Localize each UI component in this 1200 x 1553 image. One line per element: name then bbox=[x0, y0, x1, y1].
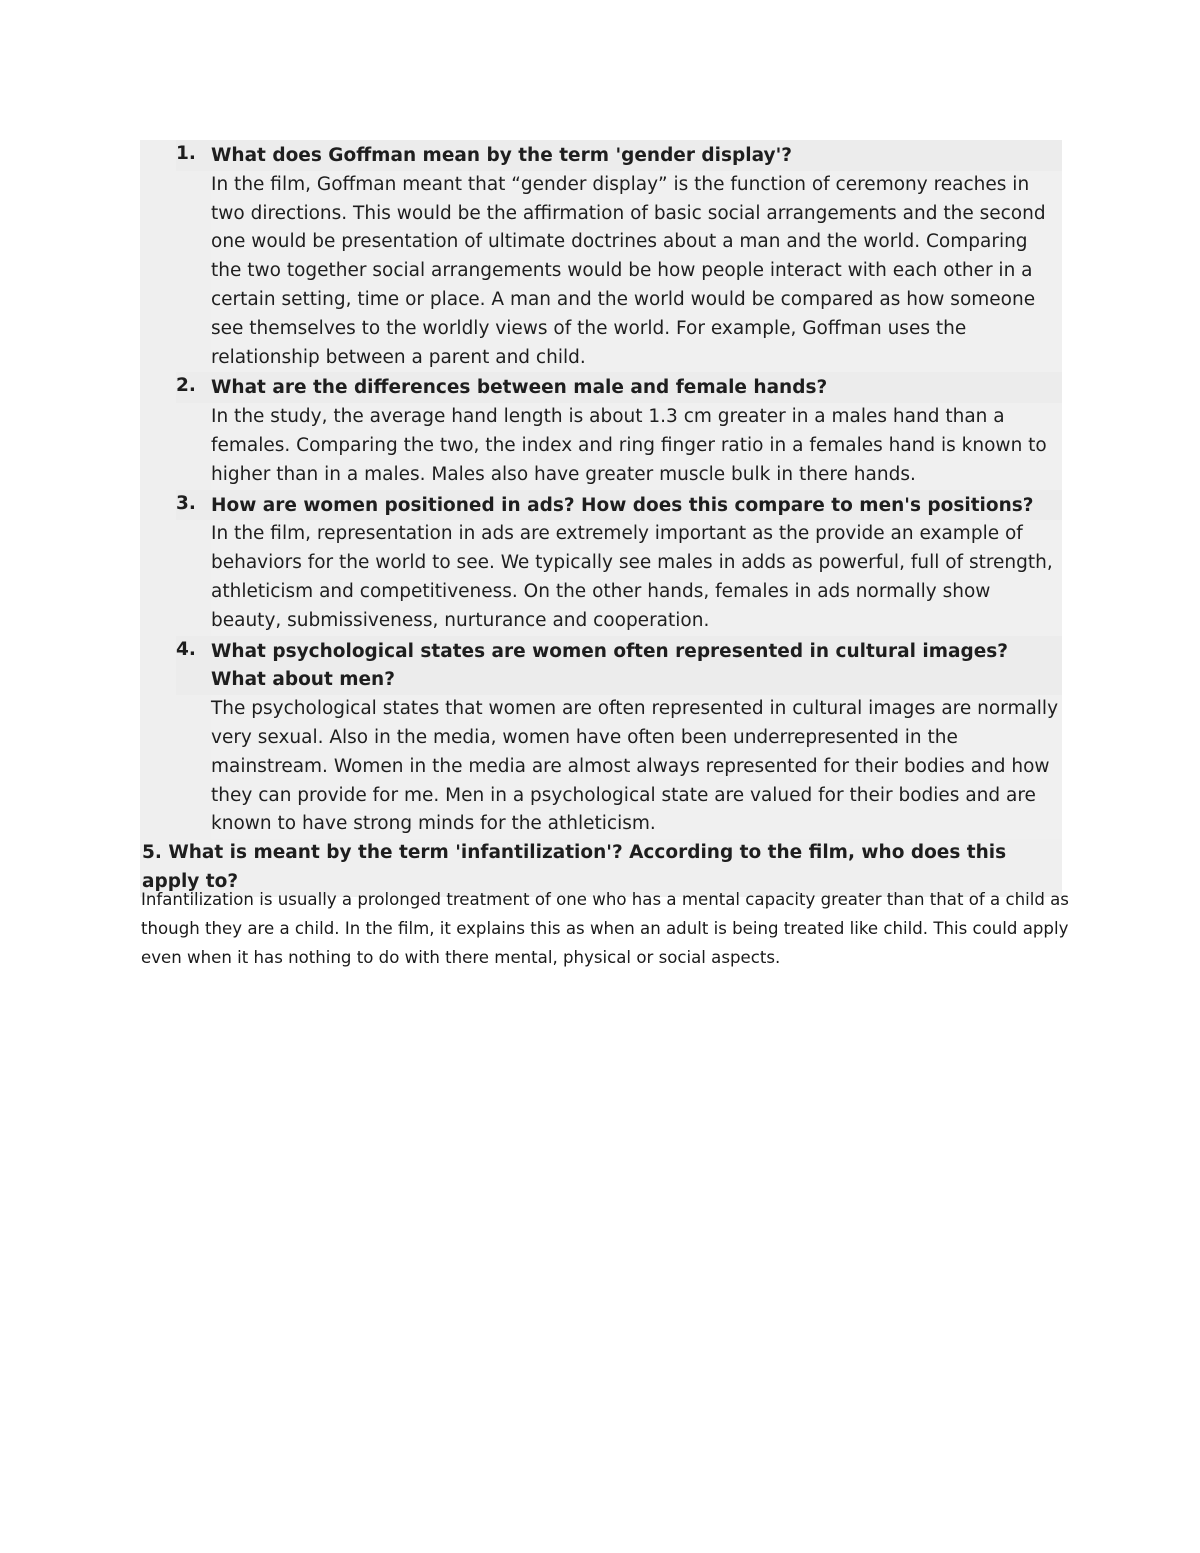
question-text: What psychological states are women often represented in cultural images? What about men? bbox=[176, 636, 1062, 696]
question-5-text: 5. What is meant by the term 'infantilization'? According to the film, who does this apply to? bbox=[142, 842, 1007, 892]
question-number: 1. bbox=[176, 143, 196, 164]
answer-text: The psychological states that women are often represented in cultural images are normally very sexual. Also in the media, women have often been underrepresented in the mainstream. Women in the media are almost always represented for their bodies and how they can provide for me. Men in a psychological state are valued for their bodies and are known to have strong minds for the athleticism. bbox=[211, 695, 1062, 839]
answer-text: In the study, the average hand length is about 1.3 cm greater in a males hand than a females. Comparing the two, the index and ring finger ratio in a females hand is known to higher than in a males. Males also have greater muscle bulk in there hands. bbox=[211, 403, 1062, 489]
question-item-4 bbox=[140, 636, 1062, 840]
question-text: How are women positioned in ads? How does this compare to men's positions? bbox=[176, 490, 1062, 521]
question-item-2 bbox=[140, 372, 1062, 489]
question-number: 2. bbox=[176, 375, 196, 397]
answer-text: In the film, Goffman meant that “gender display” is the function of ceremony reaches in two directions. This would be the affirmation of basic social arrangements and the second one would be presentation of ultimate doctrines about a man and the world. Comparing the two together social arrangements would be how people interact with each other in a certain setting, time or place. A man and the world would be compared as how someone see themselves to the worldly views of the world. For example, Goffman uses the relationship between a parent and child. bbox=[211, 171, 1062, 373]
answer-5-text: Infantilization is usually a prolonged treatment of one who has a mental capacity greater than that of a child as though they are a child. In the film, it explains this as when an adult is being treated like child. This could apply even when it has nothing to do with there mental, physical or social aspects. bbox=[141, 890, 1069, 967]
question-number: 3. bbox=[176, 492, 196, 514]
answer-text: In the film, representation in ads are extremely important as the provide an example of behaviors for the world to see. We typically see males in adds as powerful, full of strength, athleticism and competitiveness. On the other hands, females in ads normally show beauty, submissiveness, nurturance and cooperation. bbox=[211, 520, 1062, 635]
shaded-question-block bbox=[140, 140, 1062, 897]
question-text: What does Goffman mean by the term 'gender display'? bbox=[176, 140, 1062, 171]
question-list bbox=[140, 140, 1062, 839]
question-item-3 bbox=[140, 490, 1062, 636]
question-item-1 bbox=[140, 140, 1062, 372]
question-text: What are the differences between male and female hands? bbox=[176, 372, 1062, 403]
question-number: 4. bbox=[176, 638, 196, 660]
